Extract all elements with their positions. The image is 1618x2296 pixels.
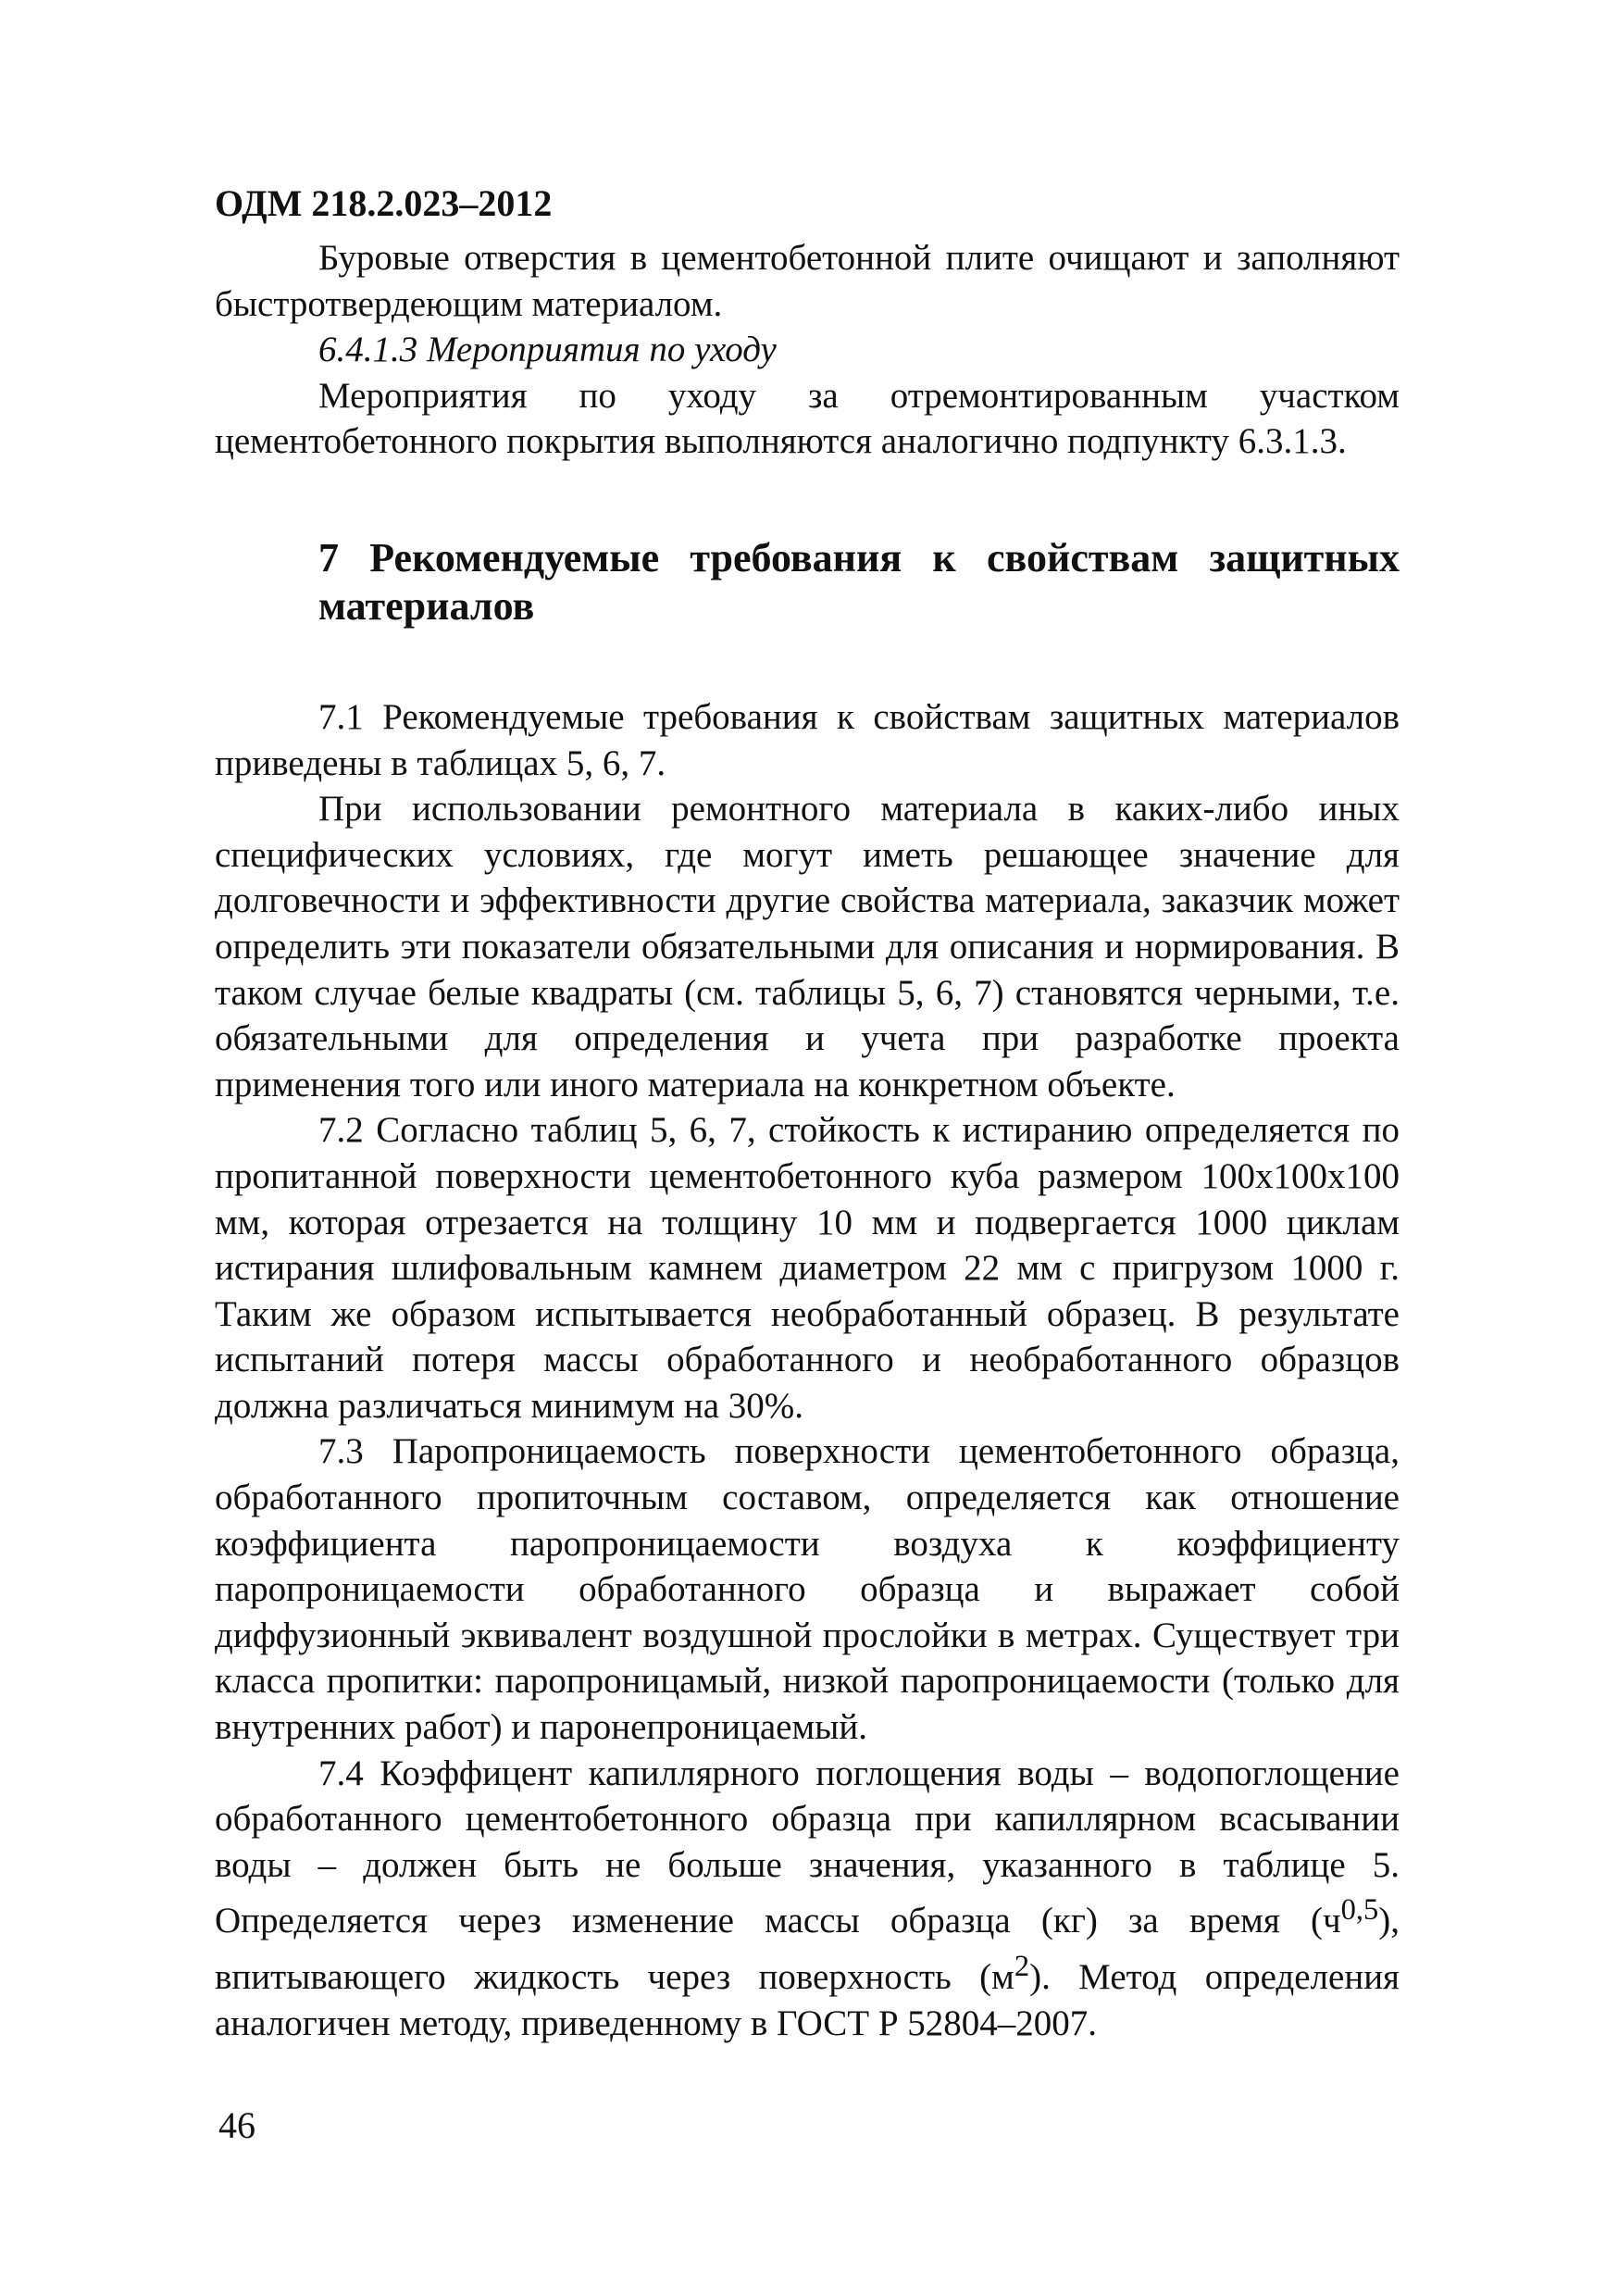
paragraph-7-4-text-b: ), впитывающего жидкость через поверхность (м	[215, 1901, 1400, 1997]
paragraph-7-4	[215, 1751, 1400, 2047]
paragraph-drill-holes: Буровые отверстия в цементобетонной плите очищают и заполняют быстротвердеющим материалом.	[215, 238, 1400, 324]
exponent-two: 2	[1014, 1950, 1030, 1983]
subsection-heading-care: 6.4.1.3 Мероприятия по уходу	[318, 330, 777, 370]
paragraph-special-conditions: При использовании ремонтного материала в каких-либо иных специфических условиях, где могут иметь решающее значение для долговечности и эффективности другие свойства материала, заказчик может определить эти показатели обязательными для описания и нормирования. В таком случае белые квадраты (см. таблицы 5, 6, 7) становятся черными, т.е. обязательными для определения и учета при разработке проекта применения того или иного материала на конкретном объекте.	[215, 789, 1400, 1104]
paragraph-7-4-text-a: 7.4 Коэффицент капиллярного поглощения воды – водопоглощение обработанного цементобетонного образца при капиллярном всасывании воды – должен быть не больше значения, указанного в таблице 5. Определяется через изменение массы образца (кг) за время (ч	[215, 1753, 1400, 1941]
page-number: 46	[218, 2104, 255, 2146]
paragraph-7-1: 7.1 Рекомендуемые требования к свойствам защитных материалов приведены в таблицах 5, 6, 7.	[215, 696, 1400, 783]
paragraph-7-2: 7.2 Согласно таблиц 5, 6, 7, стойкость к истиранию определяется по пропитанной поверхности цементобетонного куба размером 100х100х100 мм, которая отрезается на толщину 10 мм и подвергается 1000 циклам истирания шлифовальным камнем диаметром 22 мм с пригрузом 1000 г. Таким же образом испытывается необработанный образец. В результате испытаний потеря массы обработанного и необработанного образцов должна различаться минимум на 30%.	[215, 1110, 1400, 1426]
paragraph-7-3: 7.3 Паропроницаемость поверхности цементобетонного образца, обработанного пропиточным составом, определяется как отношение коэффициента паропроницаемости воздуха к коэффициенту паропроницаемости обработанного образца и выражает собой диффузионный эквивалент воздушной прослойки в метрах. Существует три класса пропитки: паропроницамый, низкой паропроницаемости (только для внутренних работ) и паронепроницаемый.	[215, 1431, 1400, 1748]
exponent-half: 0,5	[1340, 1893, 1379, 1928]
document-code-header: ОДМ 218.2.023–2012	[215, 182, 553, 224]
page-body	[215, 235, 1400, 2046]
paragraph-care-measures: Мероприятия по уходу за отремонтированным участком цементобетонного покрытия выполняются аналогично подпункту 6.3.1.3.	[215, 375, 1400, 462]
section-heading-7: 7 Рекомендуемые требования к свойствам защитных материалов	[318, 534, 1400, 629]
paragraph-7-4-text-c: ). Метод определения аналогичен методу, приведенному в ГОСТ Р 52804–2007.	[215, 1957, 1400, 2043]
